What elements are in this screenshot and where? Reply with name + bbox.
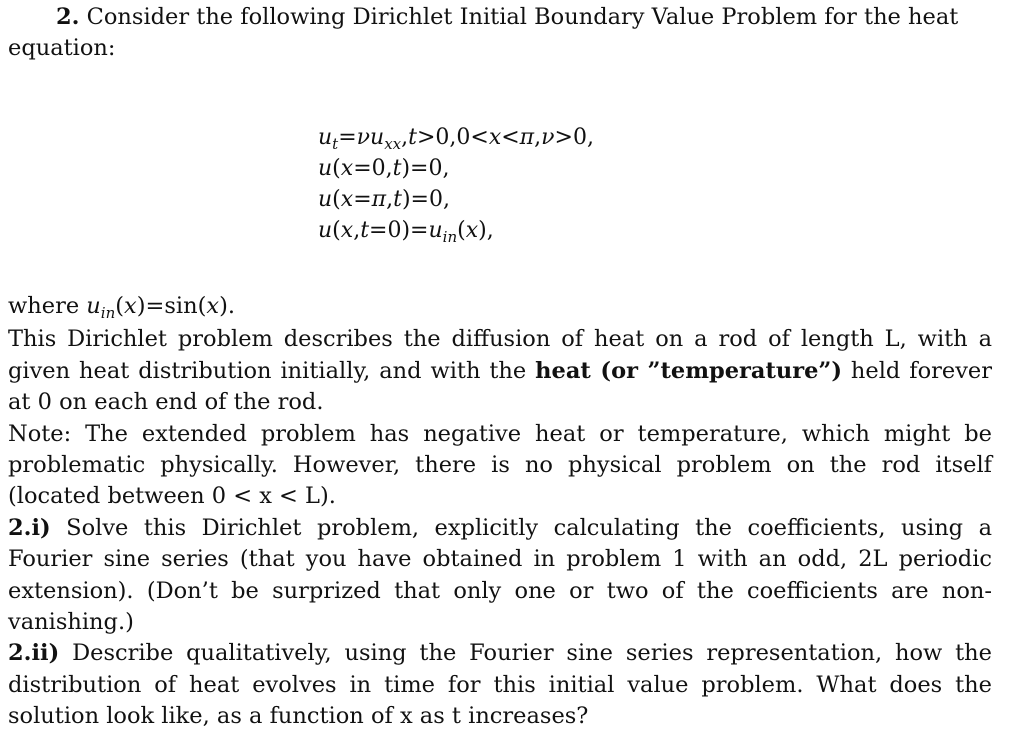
part-i-label: 2.i) bbox=[8, 514, 51, 541]
description-after-bold: held forever at 0 on each end of the rod. bbox=[8, 357, 992, 416]
intro-line-2: equation: bbox=[8, 35, 116, 62]
equation-pde: $u_t=\nu u_{xx},t>0,0<x<\pi,\nu>0$, bbox=[318, 125, 594, 153]
description-bold: heat (or ”temperature”) bbox=[535, 357, 842, 384]
problem-intro-text bbox=[8, 0, 992, 65]
intro-line-1: Consider the following Dirichlet Initial Boundary Value Problem for the heat bbox=[79, 4, 959, 30]
description-paragraph bbox=[8, 324, 992, 418]
problem-body bbox=[8, 291, 992, 733]
problem-number: 2. bbox=[56, 4, 80, 30]
description-before-bold: This Dirichlet problem describes the diffusion of heat on a rod of length L, with a given heat distribution initially, and with the bbox=[8, 326, 992, 384]
equation-block bbox=[318, 122, 918, 246]
where-line: where $u_{in}(x)=\sin(x)$. bbox=[8, 293, 236, 322]
part-i-text: Solve this Dirichlet problem, explicitly calculating the coefficients, using a Fourier sine series (that you have obtained in problem 1 with an odd, 2L periodic extension). (Don’t be surprized that only one or two of the coefficients are non-vanishing.) bbox=[8, 514, 992, 636]
part-ii-text: Describe qualitatively, using the Fourier sine series representation, how the distribution of heat evolves in time for this initial value problem. What does the solution look like, as a function of x as t increases? bbox=[8, 640, 992, 730]
part-ii-label: 2.ii) bbox=[8, 640, 60, 667]
equation-initial: $u(x,t=0)=u_{in}(x)$, bbox=[318, 218, 494, 246]
part-ii-paragraph bbox=[8, 638, 992, 732]
part-i-paragraph bbox=[8, 513, 992, 639]
problem-intro bbox=[8, 0, 992, 65]
equation-bc-right: u(x=π,t)=0, bbox=[318, 187, 450, 212]
equation-bc-left: u(x=0,t)=0, bbox=[318, 156, 450, 181]
note-paragraph: Note: The extended problem has negative heat or temperature, which might be problematic physically. However, there is no physical problem on the rod itself (located between 0 < x < L). bbox=[8, 420, 992, 510]
